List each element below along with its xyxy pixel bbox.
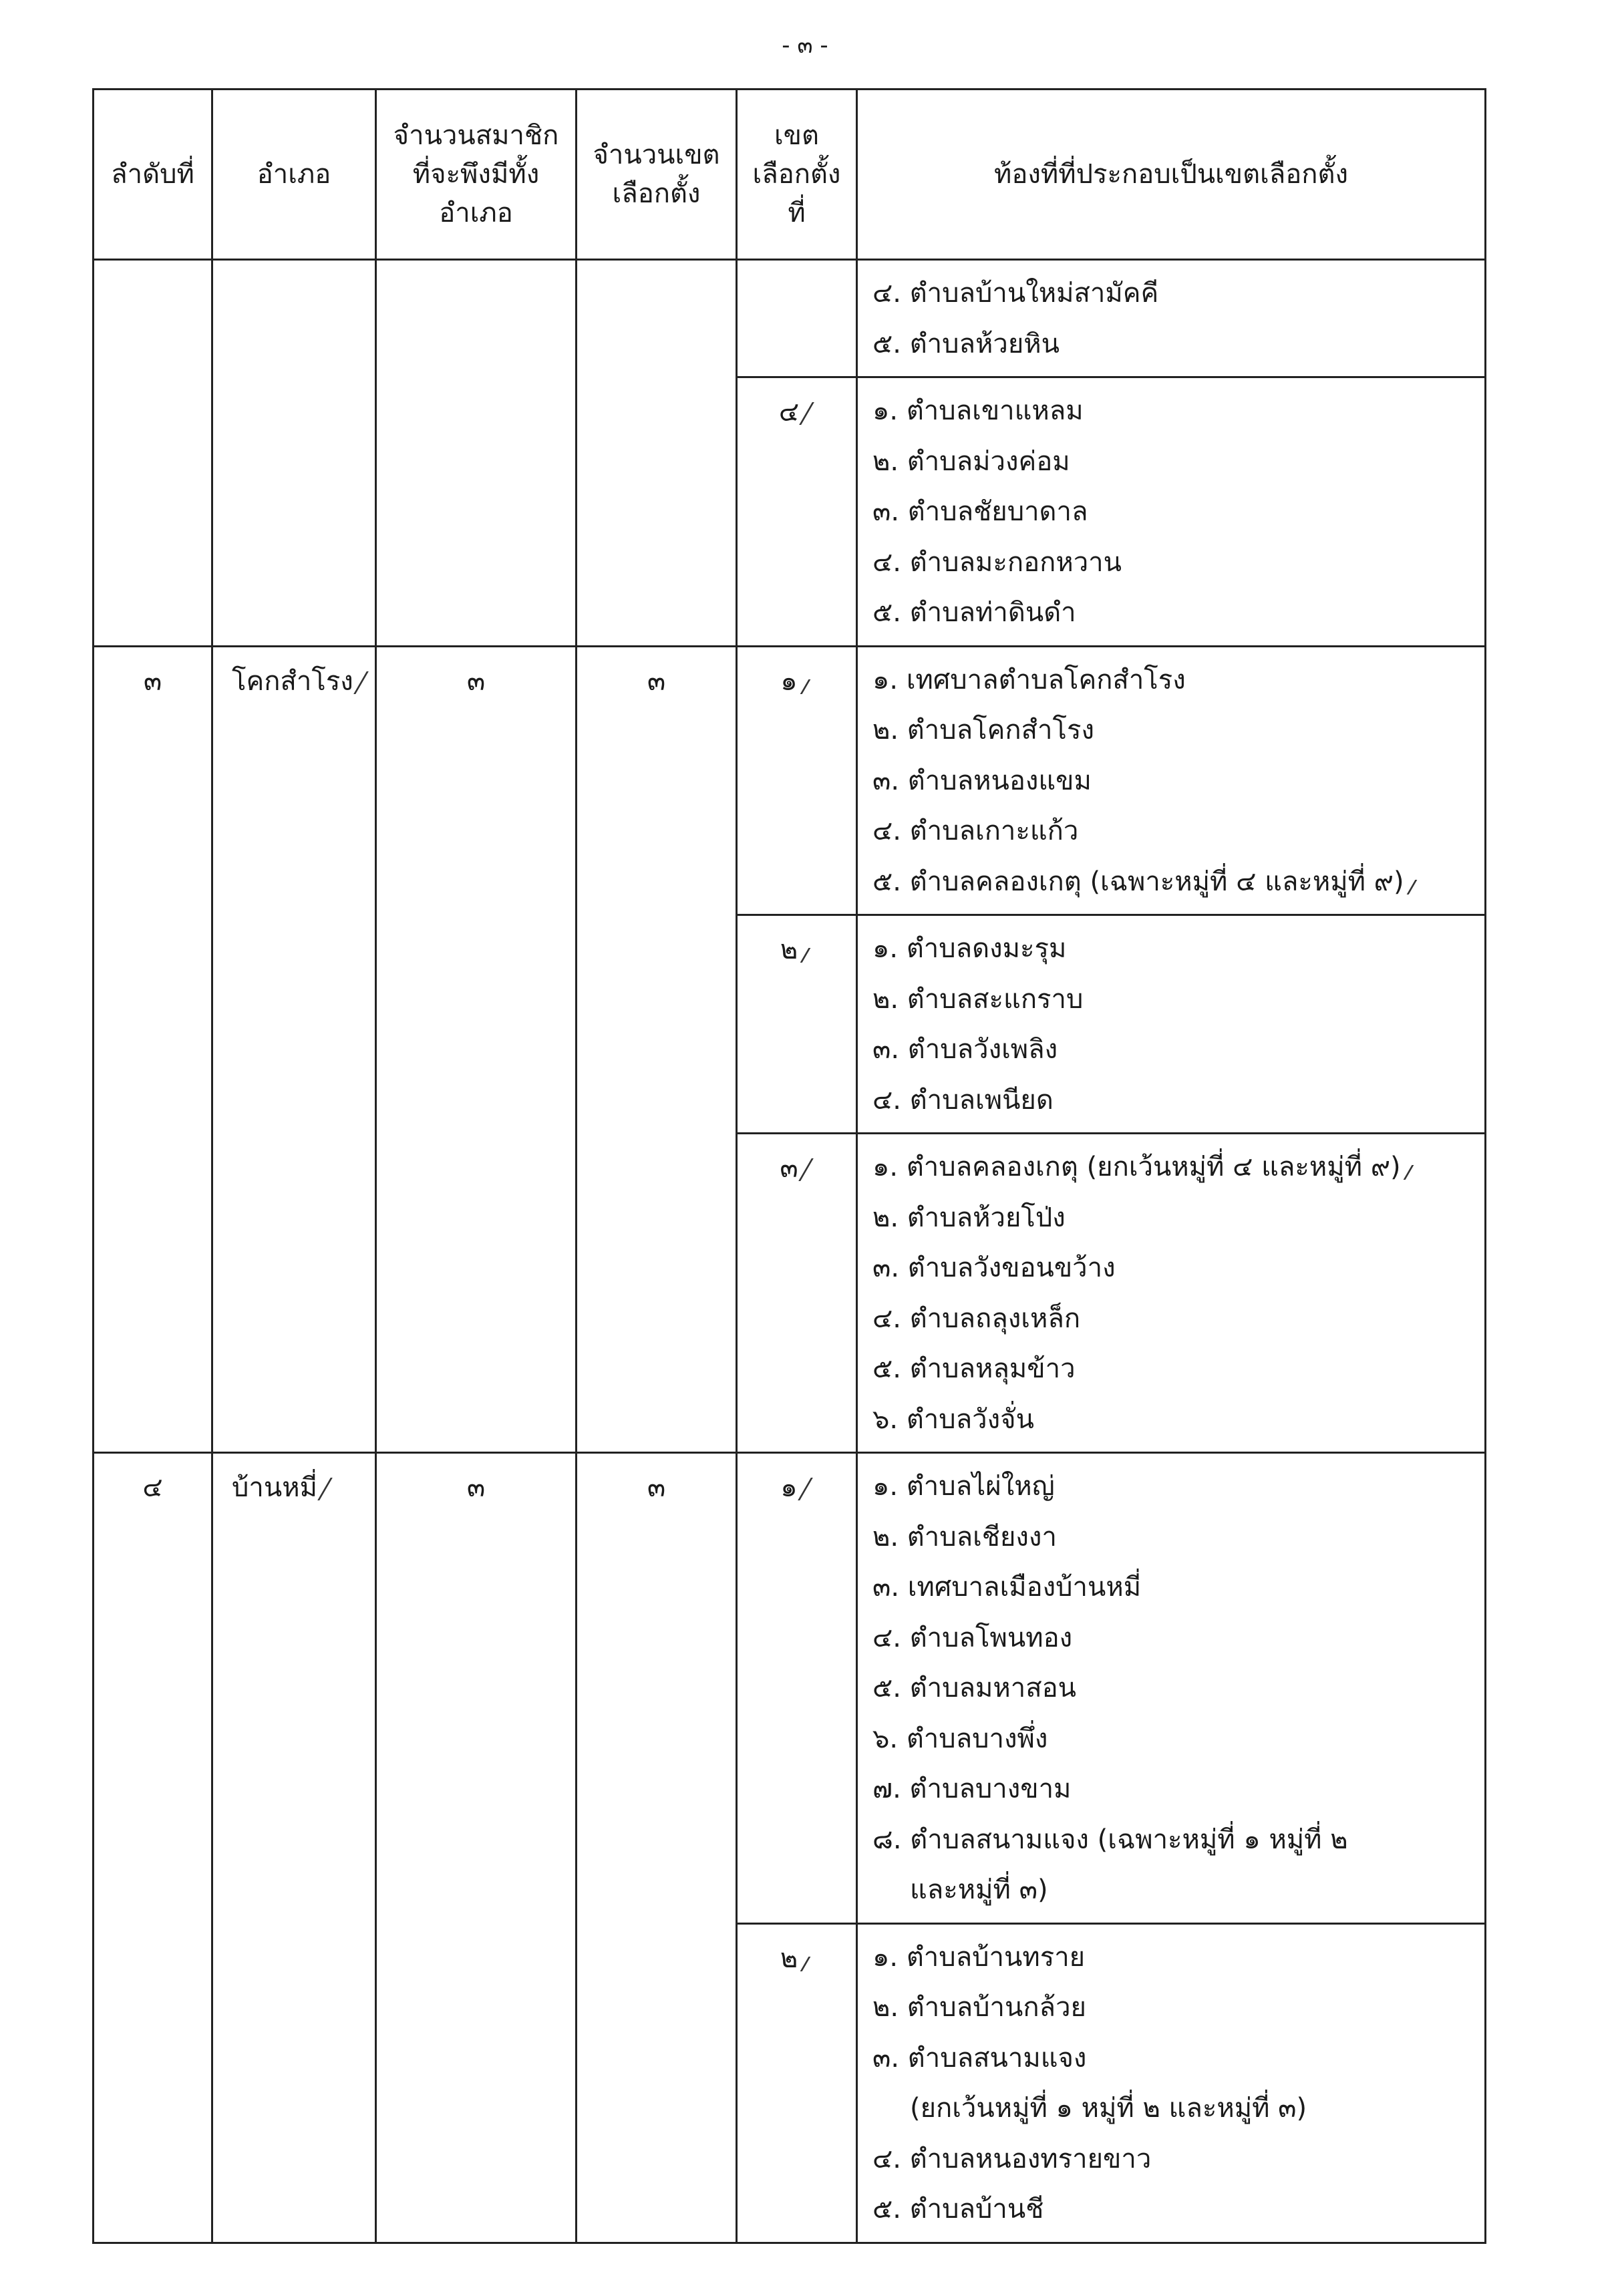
area-item: ๔. ตำบลมะกอกหวาน xyxy=(872,546,1122,578)
areas-cell xyxy=(857,1923,1486,2243)
areas-cell xyxy=(857,1134,1486,1453)
area-item: ๓. ตำบลวังเพลิง xyxy=(872,1034,1058,1065)
header-order: ลำดับที่ xyxy=(94,90,212,260)
area-item: ๔. ตำบลเพนียด xyxy=(872,1084,1054,1116)
area-item: ๑. ตำบลดงมะรุม xyxy=(872,933,1067,964)
area-item: ๔. ตำบลถลุงเหล็ก xyxy=(872,1303,1081,1334)
area-item: ๖. ตำบลบางพึ่ง xyxy=(872,1723,1048,1754)
areas-cell xyxy=(857,646,1486,915)
header-zones-count: จำนวนเขต เลือกตั้ง xyxy=(577,90,737,260)
header-amphoe: อำเภอ xyxy=(212,90,376,260)
zone-cell: ๒ xyxy=(737,915,857,1134)
area-item: และหมู่ที่ ๓) xyxy=(910,1874,1048,1905)
header-zone-no: เขต เลือกตั้ง ที่ xyxy=(737,90,857,260)
area-item: ๑. ตำบลคลองเกตุ (ยกเว้นหมู่ที่ ๔ และหมู่ที่ ๙) xyxy=(872,1142,1484,1193)
amphoe-cell: โคกสำโรง xyxy=(212,646,376,1453)
area-item: ๑. ตำบลไผ่ใหญ่ xyxy=(872,1471,1055,1502)
zone-cell xyxy=(737,260,857,377)
order-cell: ๔ xyxy=(94,1453,212,2243)
area-item: ๑. ตำบลบ้านทราย xyxy=(872,1941,1086,1973)
area-item: ๓. ตำบลหนองแขม xyxy=(872,765,1092,796)
header-areas: ท้องที่ที่ประกอบเป็นเขตเลือกตั้ง xyxy=(857,90,1486,260)
zones-count-cell xyxy=(577,260,737,647)
area-item: ๘. ตำบลสนามแจง (เฉพาะหมู่ที่ ๑ หมู่ที่ ๒ xyxy=(872,1824,1348,1855)
zone-cell: ๔ xyxy=(737,377,857,647)
page-number: - ๓ - xyxy=(782,32,828,59)
amphoe-cell: บ้านหมี่ xyxy=(212,1453,376,2243)
area-item: ๔. ตำบลหนองทรายขาว xyxy=(872,2143,1152,2174)
area-item: ๕. ตำบลหลุมข้าว xyxy=(872,1353,1076,1384)
area-item: ๑. เทศบาลตำบลโคกสำโรง xyxy=(872,664,1186,695)
area-item: ๒. ตำบลบ้านกล้วย xyxy=(872,1992,1086,2023)
members-cell xyxy=(376,260,577,647)
order-cell xyxy=(94,260,212,647)
area-item: ๔. ตำบลบ้านใหม่สามัคคี xyxy=(872,278,1159,309)
area-item: ๑. ตำบลเขาแหลม xyxy=(872,395,1084,426)
area-item: ๕. ตำบลท่าดินดำ xyxy=(872,597,1076,628)
area-item: ๔. ตำบลโพนทอง xyxy=(872,1622,1073,1653)
check-mark-icon xyxy=(1406,880,1424,894)
electoral-zone-table xyxy=(92,88,1486,2244)
zones-count-cell: ๓ xyxy=(577,646,737,1453)
check-mark-icon xyxy=(800,1957,818,1971)
areas-cell xyxy=(857,1453,1486,1924)
members-cell: ๓ xyxy=(376,646,577,1453)
area-item: ๒. ตำบลห้วยโป่ง xyxy=(872,1202,1066,1233)
area-item: ๒. ตำบลเชียงงา xyxy=(872,1521,1057,1552)
area-item: ๓. ตำบลชัยบาดาล xyxy=(872,496,1088,527)
header-members: จำนวนสมาชิก ที่จะพึงมีทั้ง อำเภอ xyxy=(376,90,577,260)
check-mark-icon xyxy=(353,671,375,694)
table-row xyxy=(94,1453,1486,1924)
check-mark-icon xyxy=(317,1478,339,1500)
area-item: ๕. ตำบลมหาสอน xyxy=(872,1673,1077,1703)
area-item: ๒. ตำบลโคกสำโรง xyxy=(872,715,1094,746)
zone-cell: ๓ xyxy=(737,1134,857,1453)
areas-cell xyxy=(857,915,1486,1134)
area-item: ๒. ตำบลสะแกราบ xyxy=(872,983,1084,1015)
header-row xyxy=(94,90,1486,260)
order-cell: ๓ xyxy=(94,646,212,1453)
area-item: ๓. ตำบลสนามแจง xyxy=(872,2042,1087,2074)
zones-count-cell: ๓ xyxy=(577,1453,737,2243)
amphoe-cell xyxy=(212,260,376,647)
area-item: ๕. ตำบลคลองเกตุ (เฉพาะหมู่ที่ ๔ และหมู่ที่ ๙) xyxy=(872,857,1484,908)
check-mark-icon xyxy=(1403,1165,1420,1180)
area-item: (ยกเว้นหมู่ที่ ๑ หมู่ที่ ๒ และหมู่ที่ ๓) xyxy=(910,2093,1307,2124)
area-item: ๕. ตำบลห้วยหิน xyxy=(872,328,1060,359)
areas-cell xyxy=(857,377,1486,647)
areas-cell xyxy=(857,260,1486,377)
area-item: ๔. ตำบลเกาะแก้ว xyxy=(872,816,1079,846)
check-mark-icon xyxy=(800,679,817,694)
zone-cell: ๑ xyxy=(737,646,857,915)
area-item: ๕. ตำบลบ้านชี xyxy=(872,2194,1044,2225)
zone-cell: ๑ xyxy=(737,1453,857,1924)
check-mark-icon xyxy=(799,402,821,425)
members-cell: ๓ xyxy=(376,1453,577,2243)
area-item: ๓. เทศบาลเมืองบ้านหมี่ xyxy=(872,1572,1142,1603)
area-item: ๖. ตำบลวังจั่น xyxy=(872,1404,1034,1435)
area-item: ๗. ตำบลบางขาม xyxy=(872,1774,1072,1804)
area-item: ๒. ตำบลม่วงค่อม xyxy=(872,446,1070,477)
area-item: ๓. ตำบลวังขอนขว้าง xyxy=(872,1253,1116,1283)
check-mark-icon xyxy=(798,1158,820,1181)
table-row xyxy=(94,260,1486,377)
check-mark-icon xyxy=(800,948,818,963)
check-mark-icon xyxy=(798,1478,820,1500)
zone-cell: ๒ xyxy=(737,1923,857,2243)
table-row xyxy=(94,646,1486,915)
